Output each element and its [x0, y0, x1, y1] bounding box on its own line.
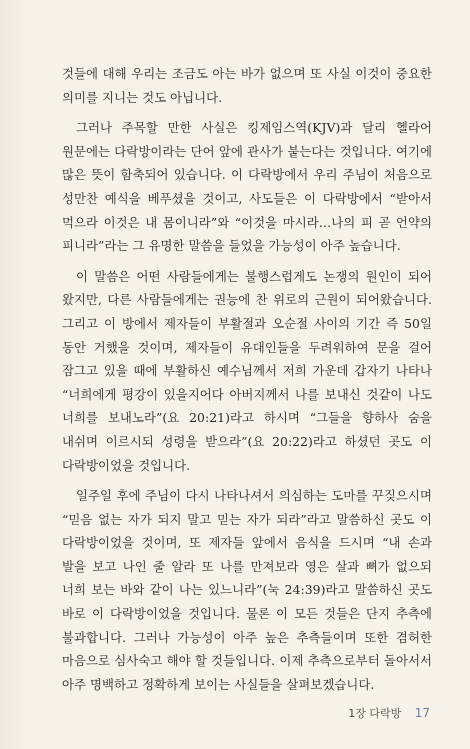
page-number: 17: [414, 706, 430, 720]
paragraph-1: 것들에 대해 우리는 조금도 아는 바가 없으며 또 사실 이것이 중요한 의미를 지니는 것도 아닙니다.: [62, 66, 432, 105]
paragraph-4: 일주일 후에 주님이 다시 나타나셔서 의심하는 도마를 꾸짖으시며 “믿음 없는 자가 되지 말고 믿는 자가 되라”라고 말씀하신 곳도 이 다락방이었을 것이며, 또 제자들 앞에서 음식을 드시며 “내 손과 발을 보고 나인 줄 알라 또 나를 만져보라 영은 살과 뼈가 없으되 너희 보는 바와 같이 나는 있느니라”(눅 24:39)라고 말씀하신 곳도 바로 이 다락방이었을 것입니다. 물론 이 모든 것들은 단지 추측에 불과합니다. 그러나 가능성이 아주 높은 추측들이며 또한 겸허한 마음으로 심사숙고 해야 할 것들입니다. 이제 추측으로부터 돌아서서 아주 명백하고 정확하게 보이는 사실들을 살펴보겠습니다.: [62, 488, 432, 692]
paragraph-2: 그러나 주목할 만한 사실은 킹제임스역(KJV)과 달리 헬라어 원문에는 다락방이라는 단어 앞에 관사가 붙는다는 것입니다. 여기에 많은 뜻이 함축되어 있습니다. 이 다락방에서 우리 주님이 처음으로 성만찬 예식을 베푸셨을 것이고, 사도들은 이 다락방에서 “받아서 먹으라 이것은 내 몸이니라”와 “이것을 마시라…나의 피 곧 언약의 피니라”라는 그 유명한 말씀을 들었을 가능성이 아주 높습니다.: [62, 120, 432, 254]
paragraph-3: 이 말씀은 어떤 사람들에게는 불행스럽게도 논쟁의 원인이 되어 왔지만, 다른 사람들에게는 권능에 찬 위로의 근원이 되어왔습니다. 그리고 이 방에서 제자들이 부활절과 오순절 사이의 기간 즉 50일 동안 거했을 것이며, 제자들이 유대인들을 두려워하여 문을 걸어 잠그고 있을 때에 부활하신 예수님께서 저희 가운데 갑자기 나타나 “너희에게 평강이 있을지어다 아버지께서 나를 보내신 것같이 나도 너희를 보내노라”(요 20:21)라고 하시며 “그들을 향하사 숨을 내쉬며 이르시되 성령을 받으라”(요 20:22)라고 하셨던 곳도 이 다락방이었을 것입니다.: [62, 268, 432, 473]
body-text: [62, 62, 432, 703]
running-footer-chapter: 1장 다락방: [348, 707, 402, 720]
page-footer: [348, 705, 430, 721]
